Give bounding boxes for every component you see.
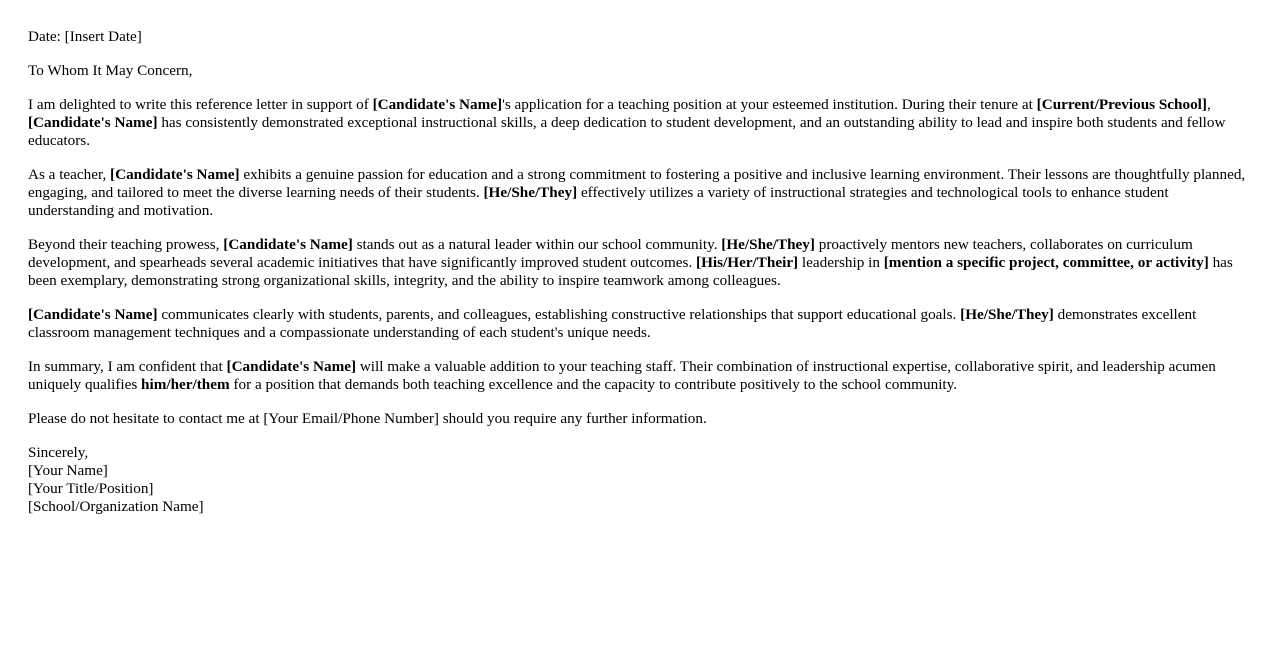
paragraph-text: exhibits a genuine passion for education and a strong commitment to fostering a positive and inclusive learning environment. Their lessons are thoughtfully planned, engaging, and tailored to meet the diverse learning needs of their students. [28,166,1246,201]
paragraph-text: , [1206,96,1211,113]
placeholder-text: [Candidate's Name] [223,236,353,253]
placeholder-text: [He/She/They] [960,306,1054,323]
body-paragraph [28,306,1252,342]
paragraph-text: In summary, I am confident that [28,358,227,375]
contact-paragraph: Please do not hesitate to contact me at [Your Email/Phone Number] should you require any further information. [28,410,707,427]
placeholder-text: [Candidate's Name] [226,358,357,375]
letter-body [28,96,1252,394]
closing-line: Sincerely, [28,444,89,461]
placeholder-text: [His/Her/Their] [696,254,799,271]
placeholder-text: [Candidate's Name] [110,166,240,183]
body-paragraph [28,166,1252,220]
signature-block [28,444,1252,516]
reference-letter [28,28,1252,532]
paragraph-text: has been exemplary, demonstrating strong organizational skills, integrity, and the ability to inspire teamwork among colleagues. [28,254,1233,289]
paragraph-text: communicates clearly with students, parents, and colleagues, establishing constructive relationships that support educational goals. [157,306,961,323]
paragraph-text: leadership in [798,254,884,271]
signer-organization: [School/Organization Name] [28,498,204,515]
paragraph-text: proactively mentors new teachers, collaborates on curriculum development, and spearheads several academic initiatives that have significantly improved student outcomes. [28,236,1193,271]
placeholder-text: [mention a specific project, committee, or activity] [883,254,1209,271]
placeholder-text: [Candidate's Name] [28,114,158,131]
paragraph-text: will make a valuable addition to your teaching staff. Their combination of instructional expertise, collaborative spirit, and leadership acumen uniquely qualifies [28,358,1216,393]
body-paragraph [28,236,1252,290]
placeholder-text: [Candidate's Name] [28,306,158,323]
letter-salutation: To Whom It May Concern, [28,62,193,79]
paragraph-text: has consistently demonstrated exceptional instructional skills, a deep dedication to student development, and an outstanding ability to lead and inspire both students and fellow educators. [28,114,1226,149]
placeholder-text: [Candidate's Name] [372,96,503,113]
placeholder-text: [He/She/They] [721,236,815,253]
paragraph-text: demonstrates excellent classroom management techniques and a compassionate understanding of each student's unique needs. [28,306,1197,341]
placeholder-text: [Current/Previous School] [1036,96,1207,113]
body-paragraph [28,358,1252,394]
placeholder-text: him/her/them [141,376,230,393]
body-paragraph [28,96,1252,150]
paragraph-text: effectively utilizes a variety of instructional strategies and technological tools to enhance student understanding and motivation. [28,184,1169,219]
paragraph-text: for a position that demands both teaching excellence and the capacity to contribute positively to the school community. [229,376,958,393]
paragraph-text: I am delighted to write this reference letter in support of [28,96,373,113]
paragraph-text: 's application for a teaching position at your esteemed institution. During their tenure at [502,96,1037,113]
signer-title: [Your Title/Position] [28,480,154,497]
paragraph-text: As a teacher, [28,166,111,183]
paragraph-text: stands out as a natural leader within our school community. [352,236,722,253]
letter-date: Date: [Insert Date] [28,28,142,45]
signer-name: [Your Name] [28,462,108,479]
placeholder-text: [He/She/They] [483,184,578,201]
paragraph-text: Beyond their teaching prowess, [28,236,224,253]
